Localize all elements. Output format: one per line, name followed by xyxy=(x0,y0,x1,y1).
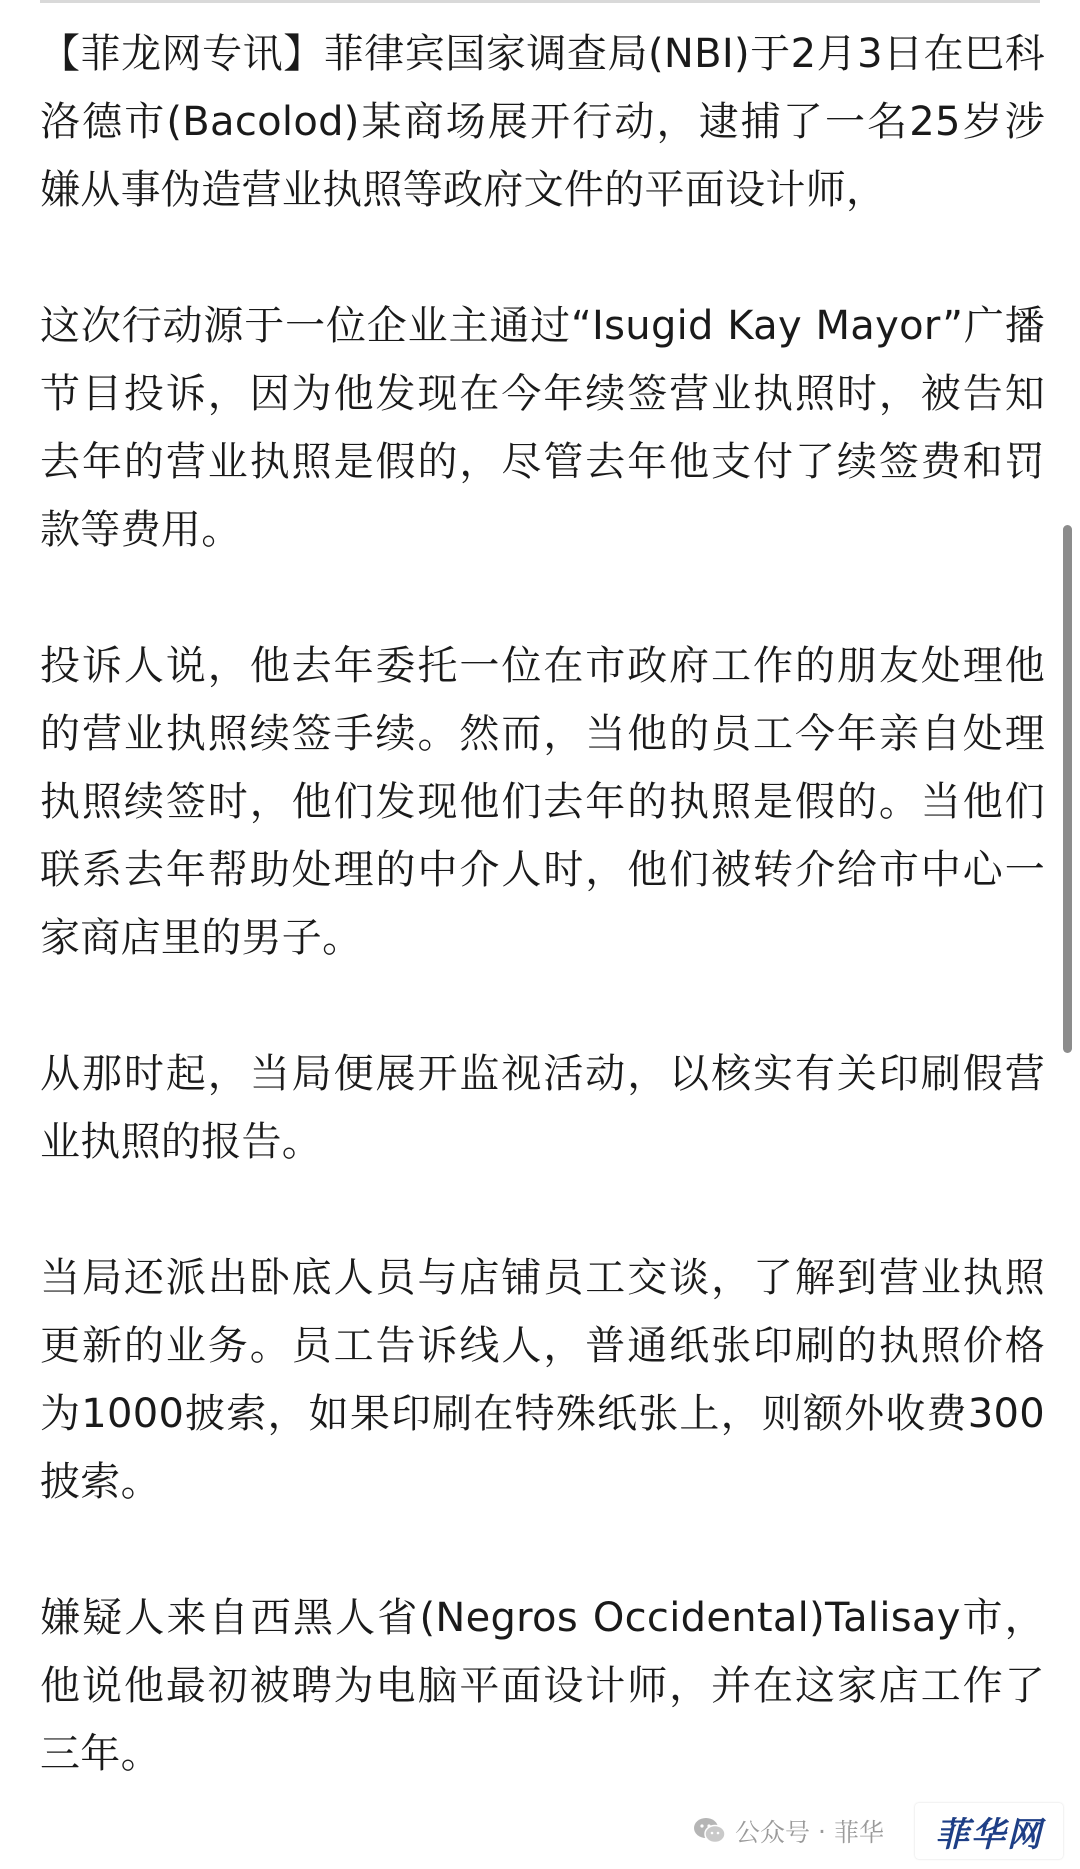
article-body xyxy=(40,20,1045,1856)
article-paragraph-1: 【菲龙网专讯】菲律宾国家调查局(NBI)于2月3日在巴科洛德市(Bacolod)某商场展开行动，逮捕了一名25岁涉嫌从事伪造营业执照等政府文件的平面设计师， xyxy=(40,31,1045,213)
site-watermark-logo: 菲华网 xyxy=(915,1803,1063,1859)
article-paragraph-6: 嫌疑人来自西黑人省(Negros Occidental)Talisay市，他说他最初被聘为电脑平面设计师，并在这家店工作了三年。 xyxy=(40,1595,1045,1777)
footer-source xyxy=(693,1808,884,1854)
top-divider xyxy=(40,0,1040,3)
article-paragraph-4: 从那时起，当局便展开监视活动，以核实有关印刷假营业执照的报告。 xyxy=(40,1051,1045,1165)
article-paragraph-5: 当局还派出卧底人员与店铺员工交谈，了解到营业执照更新的业务。员工告诉线人，普通纸张印刷的执照价格为1000披索，如果印刷在特殊纸张上，则额外收费300披索。 xyxy=(40,1255,1045,1505)
vertical-scrollbar[interactable] xyxy=(1063,525,1072,1053)
footer-separator: · xyxy=(818,1816,826,1846)
article-paragraph-2: 这次行动源于一位企业主通过“Isugid Kay Mayor”广播节目投诉，因为他发现在今年续签营业执照时，被告知去年的营业执照是假的，尽管去年他支付了续签费和罚款等费用。 xyxy=(40,303,1045,553)
wechat-icon xyxy=(693,1816,727,1846)
article-paragraph-3: 投诉人说，他去年委托一位在市政府工作的朋友处理他的营业执照续签手续。然而，当他的员工今年亲自处理执照续签时，他们发现他们去年的执照是假的。当他们联系去年帮助处理的中介人时，他们被转介给市中心一家商店里的男子。 xyxy=(40,643,1045,961)
account-name[interactable]: 菲华 xyxy=(833,1818,884,1847)
account-label: 公众号 xyxy=(735,1818,811,1847)
